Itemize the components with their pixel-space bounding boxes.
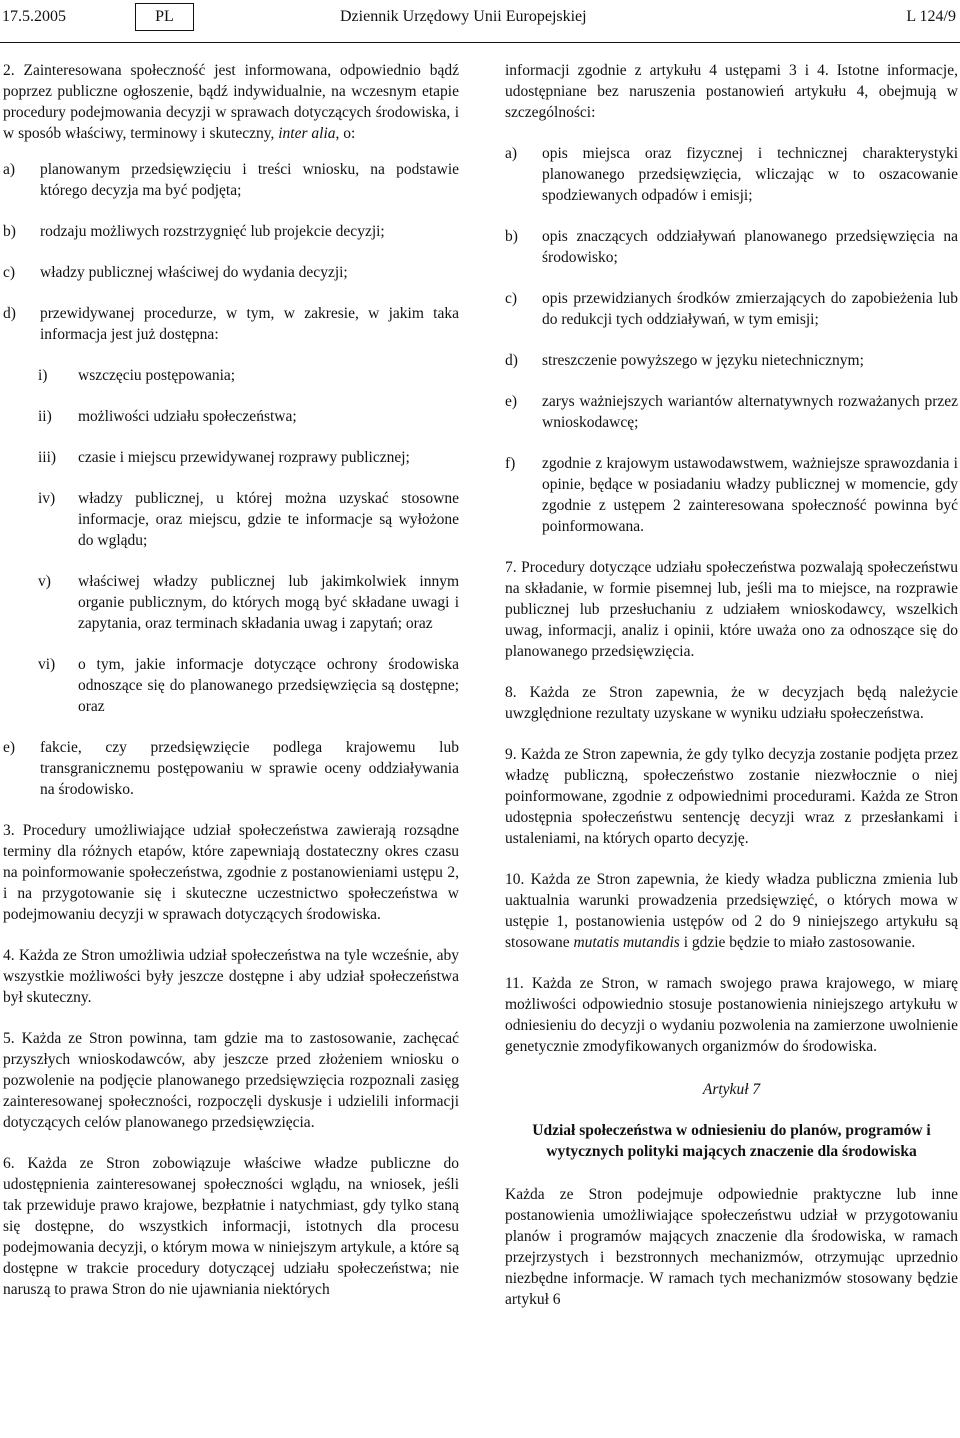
list-item: b) rodzaju możliwych rozstrzygnięć lub projekcie decyzji;: [3, 223, 385, 240]
list-item: d) przewidywanej procedurze, w tym, w zakresie, w jakim taka informacja jest już dostępna:: [3, 305, 459, 343]
list-item: c) władzy publicznej właściwej do wydania decyzji;: [3, 264, 348, 281]
article-number: Artykuł 7: [702, 1081, 761, 1098]
list-item: e) zarys ważniejszych wariantów alternatywnych rozważanych przez wnioskodawcę;: [505, 393, 958, 431]
list-item: b) opis znaczących oddziaływań planowanego przedsięwzięcia na środowisko;: [505, 228, 958, 266]
paragraph-9: 9. Każda ze Stron zapewnia, że gdy tylko decyzja zostanie podjęta przez władzę publiczną, społeczeństwo zostanie niezwłocznie o niej poinformowane, zgodnie z odpowiednimi procedurami. Każda ze Stron udostępnia społeczeństwu sentencję decyzji wraz z przesłankami i ustaleniami, na których oparto decyzję.: [505, 746, 958, 847]
article-7-paragraph: Każda ze Stron podejmuje odpowiednie praktyczne lub inne postanowienia umożliwiające społeczeństwu udział w przygotowaniu planów i programów mających znaczenie dla środowiska, w ramach przejrzystych i bezstronnych mechanizmów, otrzymując uprzednio niezbędne informacje. W ramach tych mechanizmów stosowany będzie artykuł 6: [505, 1186, 958, 1308]
page-header: [0, 3, 960, 31]
sublist-item: vi) o tym, jakie informacje dotyczące ochrony środowiska odnoszące się do planowanego przedsięwzięcia są dostępne; oraz: [38, 656, 459, 715]
paragraph-4: 4. Każda ze Stron umożliwia udział społeczeństwa na tyle wcześnie, aby wszystkie możliwości były jeszcze dostępne i aby udział społeczeństwa był skuteczny.: [3, 947, 459, 1006]
paragraph-6: 6. Każda ze Stron zobowiązuje właściwe władze publiczne do udostępnienia zainteresowanej społeczności wglądu, na wniosek, jeśli tak przewiduje prawo krajowe, bezpłatnie i natychmiast, gdy tylko staną się dostępne, do wszystkich informacji, istotnych dla procesu podejmowania decyzji, o którym mowa w niniejszym artykule, a które są dostępne w trakcie procedury dotyczącej udziału społeczeństwa; nie naruszą to prawa Stron do nie ujawniania niektórych: [3, 1155, 459, 1298]
list-2: [3, 159, 459, 800]
header-date: 17.5.2005: [2, 8, 66, 25]
sublist-item: i) wszczęciu postępowania;: [38, 367, 236, 384]
paragraph-3: 3. Procedury umożliwiające udział społeczeństwa zawierają rozsądne terminy dla różnych etapów, które zapewniają dostateczny okres czasu na poinformowanie społeczeństwa, zgodnie z postanowieniami ustępu 2, i na przygotowanie się i skuteczne uczestnictwo społeczeństwa w podejmowaniu decyzji w sprawach dotyczących środowiska.: [3, 822, 459, 923]
article-heading: Udział społeczeństwa w odniesieniu do planów, programów i wytycznych polityki mających znaczenie dla środowiska: [532, 1122, 931, 1160]
list-item: c) opis przewidzianych środków zmierzających do zapobieżenia lub do redukcji tych oddziaływań, w tym emisji;: [505, 290, 958, 328]
sublist-item: iii) czasie i miejscu przewidywanej rozprawy publicznej;: [38, 449, 410, 466]
header-language-box: PL: [135, 3, 194, 31]
list-item: a) planowanym przedsięwzięciu i treści wniosku, na podstawie którego decyzja ma być podjęta;: [3, 161, 459, 199]
sublist-item: iv) władzy publicznej, u której można uzyskać stosowne informacje, oraz miejscu, gdzie te informacje są wyłożone do wglądu;: [38, 490, 459, 549]
sublist-item: ii) możliwości udziału społeczeństwa;: [38, 408, 297, 425]
header-journal-title: Dziennik Urzędowy Unii Europejskiej: [340, 8, 587, 25]
paragraph-10: 10. Każda ze Stron zapewnia, że kiedy władza publiczna zmienia lub uaktualnia warunki prowadzenia przedsięwzięć, o których mowa w ustępie 1, postanowienia ustępów od 2 do 9 niniejszego artykułu są stosowane mutatis mutandis i gdzie będzie to miało zastosowanie.: [505, 871, 958, 951]
left-column: [3, 60, 459, 1315]
list-item: f) zgodnie z krajowym ustawodawstwem, ważniejsze sprawozdania i opinie, będące w posiadaniu władzy publicznej w momencie, gdy zgodnie z ustępem 2 zainteresowana społeczność powinna być poinformowana.: [505, 455, 958, 535]
paragraph-6-continued: informacji zgodnie z artykułu 4 ustępami 3 i 4. Istotne informacje, udostępniane bez naruszenia postanowień artykułu 4, obejmują w szczególności:: [505, 62, 958, 121]
paragraph-11: 11. Każda ze Stron, w ramach swojego prawa krajowego, w miarę możliwości odpowiednio stosuje postanowienia niniejszego artykułu w odniesieniu do decyzji o wydaniu pozwolenia na zamierzone uwolnienie genetycznie zmodyfikowanych organizmów do środowiska.: [505, 975, 958, 1055]
sublist-item: v) właściwej władzy publicznej lub jakimkolwiek innym organie publicznym, do których mogą być składane uwagi i zapytania, oraz terminach składania uwag i zapytań; oraz: [38, 573, 459, 632]
list-item: d) streszczenie powyższego w języku nietechnicznym;: [505, 352, 864, 369]
list-6: [505, 143, 958, 537]
right-column: [505, 60, 958, 1325]
paragraph-5: 5. Każda ze Stron powinna, tam gdzie ma to zastosowanie, zachęcać przyszłych wnioskodawców, aby jeszcze przed złożeniem wniosku o pozwolenie na podjęcie planowanego przedsięwzięcia rozpoznali zasięg zainteresowanej społeczności, rozpoczęli dyskusje i udzielili informacji dotyczących celów planowanego przedsięwzięcia.: [3, 1030, 459, 1131]
list-item: e) fakcie, czy przedsięwzięcie podlega krajowemu lub transgranicznemu postępowaniu w sprawie oceny oddziaływania na środowisko.: [3, 739, 459, 798]
header-reference: L 124/9: [906, 8, 956, 25]
list-item: a) opis miejsca oraz fizycznej i technicznej charakterystyki planowanego przedsięwzięcia, wliczając w to oszacowanie spodziewanych odpadów i emisji;: [505, 145, 958, 204]
sublist: [38, 365, 459, 717]
paragraph-2: 2. Zainteresowana społeczność jest informowana, odpowiednio bądź poprzez publiczne ogłoszenie, bądź indywidualnie, na wczesnym etapie procedury podejmowania decyzji w sprawach dotyczących środowiska, i w sposób właściwy, terminowy i skuteczny, inter alia, o:: [3, 62, 459, 142]
paragraph-8: 8. Każda ze Stron zapewnia, że w decyzjach będą należycie uwzględnione rezultaty uzyskane w wyniku udziału społeczeństwa.: [505, 684, 958, 722]
paragraph-7: 7. Procedury dotyczące udziału społeczeństwa pozwalają społeczeństwu na składanie, w formie pisemnej lub, jeśli ma to miejsce, na rozprawie publicznej lub przesłuchaniu z udziałem wnioskodawcy, wszelkich uwag, informacji, analiz i opinii, które uważa ono za odnoszące się do planowanego przedsięwzięcia.: [505, 559, 958, 660]
header-rule: [0, 42, 960, 43]
